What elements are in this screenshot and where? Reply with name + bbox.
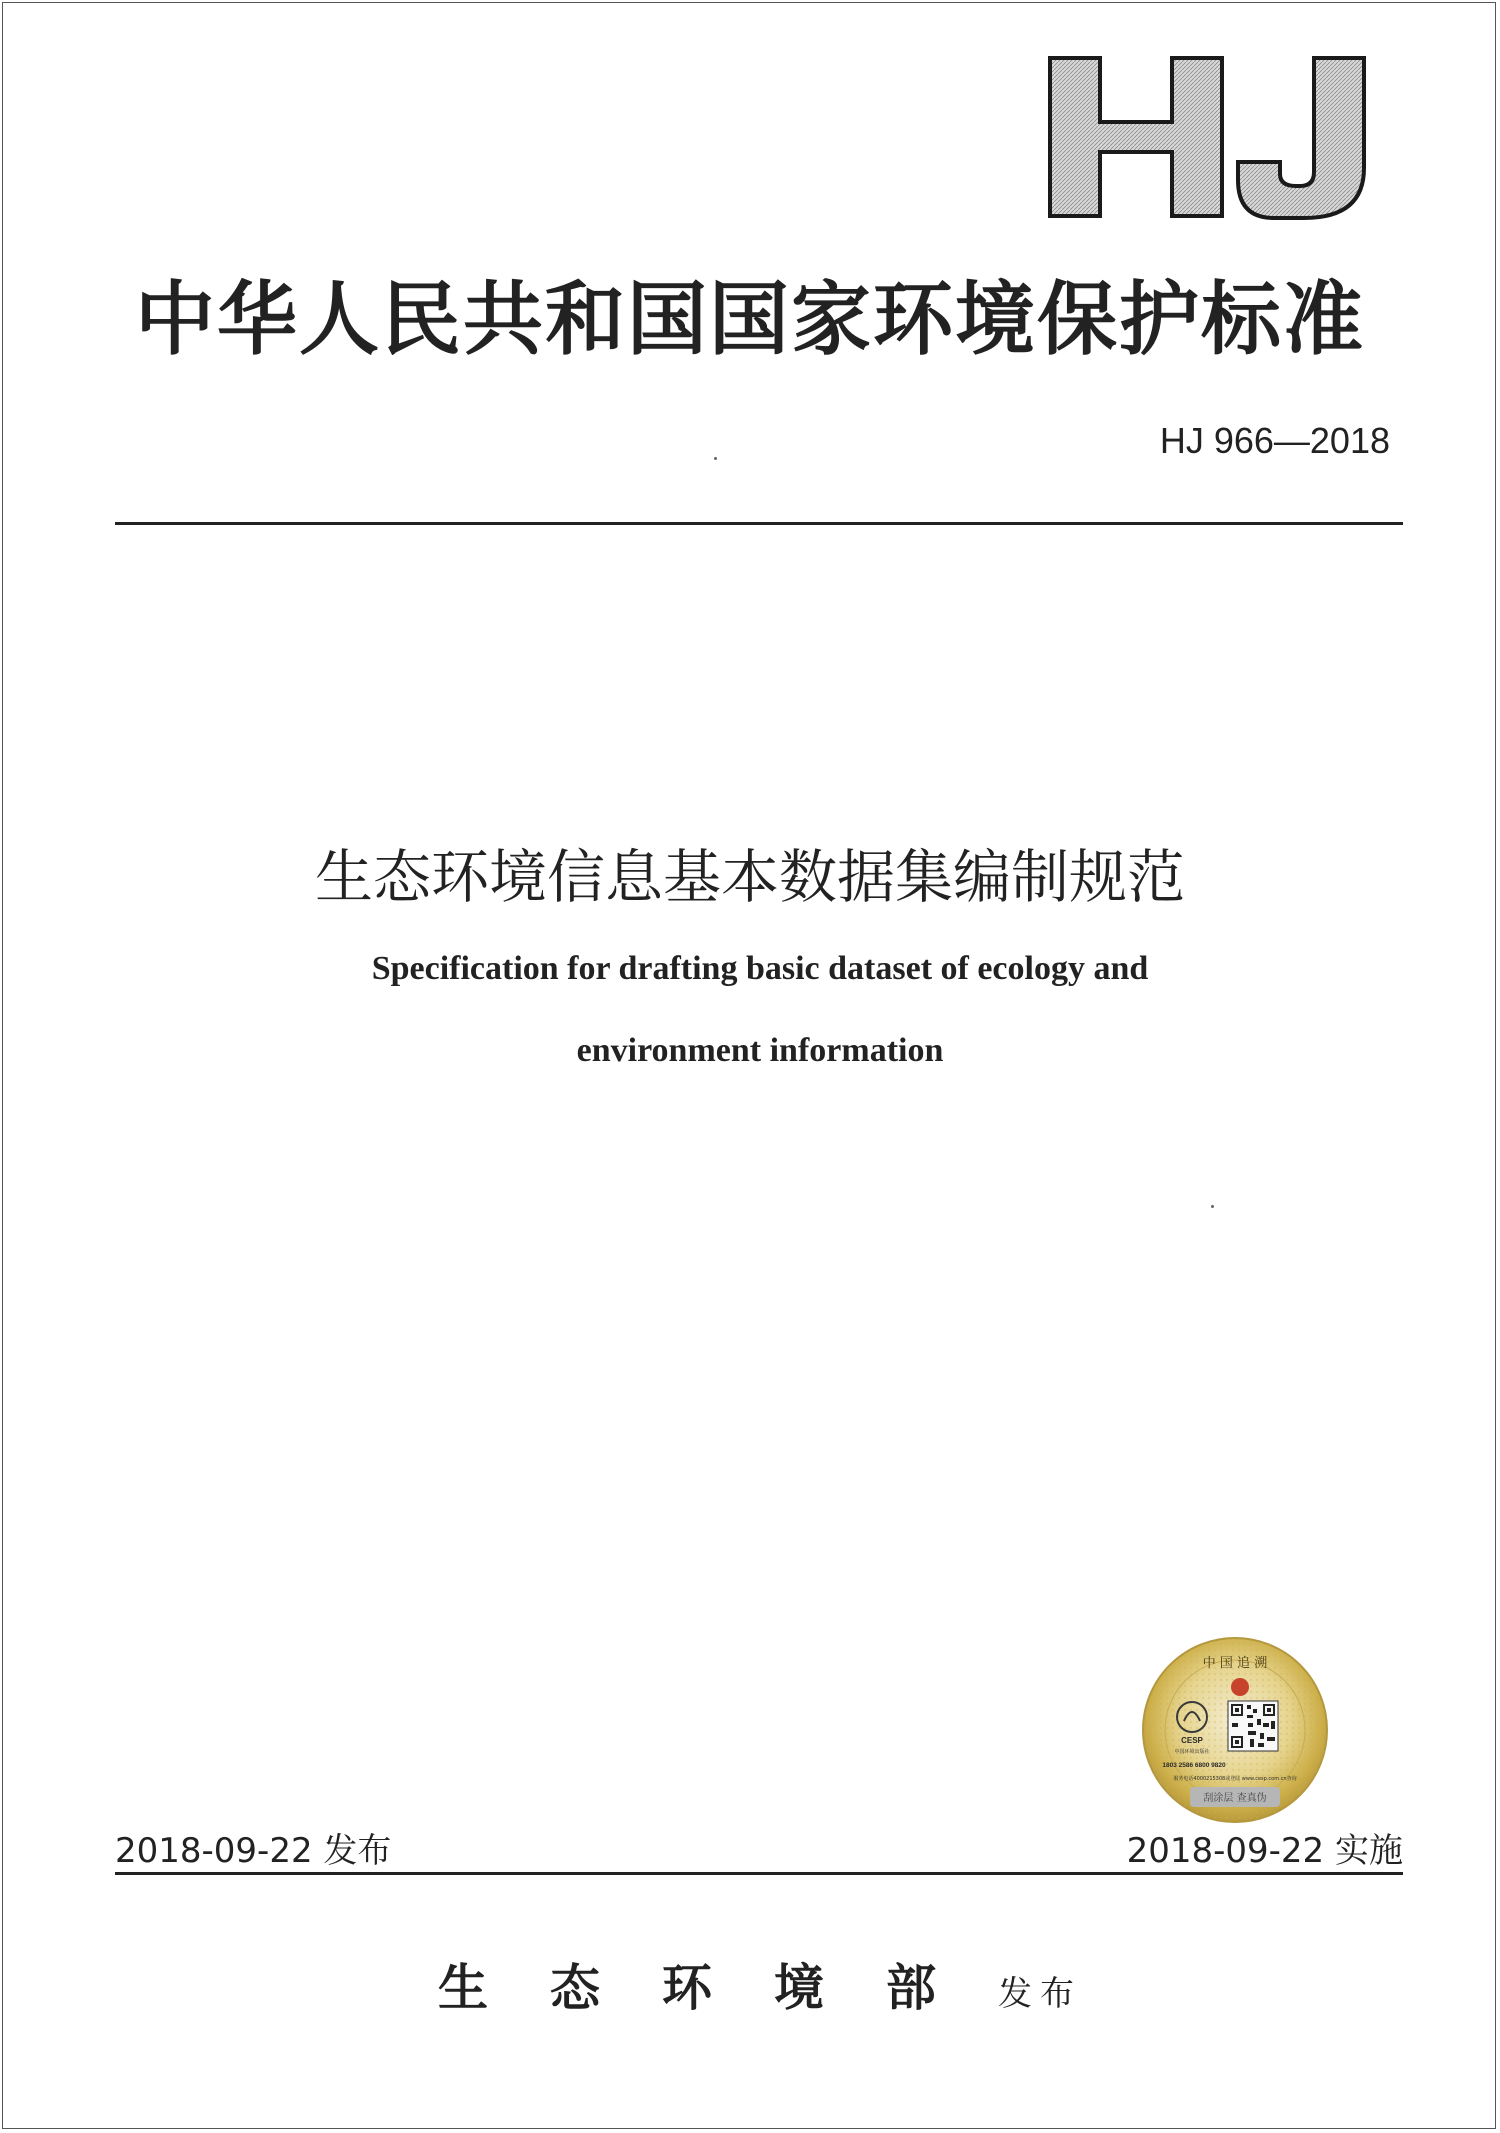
document-title-english-line2: environment information: [576, 1032, 944, 1069]
footer-divider: [115, 1872, 1403, 1875]
document-title-chinese: 生态环境信息基本数据集编制规范: [314, 843, 1185, 911]
paper-speck: [714, 457, 717, 460]
header-divider: [115, 522, 1403, 525]
organization-title: 中华人民共和国国家环境保护标准: [135, 273, 1365, 366]
sticker-top-text: 中 国 追 溯: [1202, 1656, 1268, 1671]
document-title-english-line1: Specification for drafting basic dataset of ecology and: [371, 950, 1149, 987]
anti-counterfeit-sticker: [1140, 1635, 1330, 1825]
scratch-label: 刮涂层 查真伪: [1203, 1793, 1267, 1804]
sticker-subtitle: 中国环境出版社: [1174, 1749, 1210, 1755]
standard-number: HJ 966—2018: [1159, 420, 1390, 461]
hj-logo: [1042, 50, 1372, 225]
publisher-name: 生态环境部: [438, 1958, 998, 2017]
logo-letter-h: [1050, 58, 1222, 216]
logo-letter-j: [1238, 58, 1364, 218]
sticker-red-seal: [1231, 1678, 1249, 1696]
implementation-date: 2018-09-22 实施: [1126, 1831, 1403, 1871]
qr-code-icon: [1228, 1701, 1278, 1751]
sticker-hotline: 服务电话4000215308或登陆 www.cesp.com.cn查询: [1173, 1776, 1297, 1782]
issue-date: 2018-09-22 发布: [115, 1831, 392, 1871]
publisher-suffix: 发布: [998, 1974, 1082, 2014]
sticker-brand: CESP: [1181, 1736, 1203, 1745]
publisher-line: [0, 1948, 1500, 2020]
paper-speck: [1211, 1205, 1214, 1208]
svg-text:HJ: HJ: [1043, 51, 1045, 52]
sticker-phone: 1803 2586 6800 9820: [1162, 1762, 1226, 1769]
